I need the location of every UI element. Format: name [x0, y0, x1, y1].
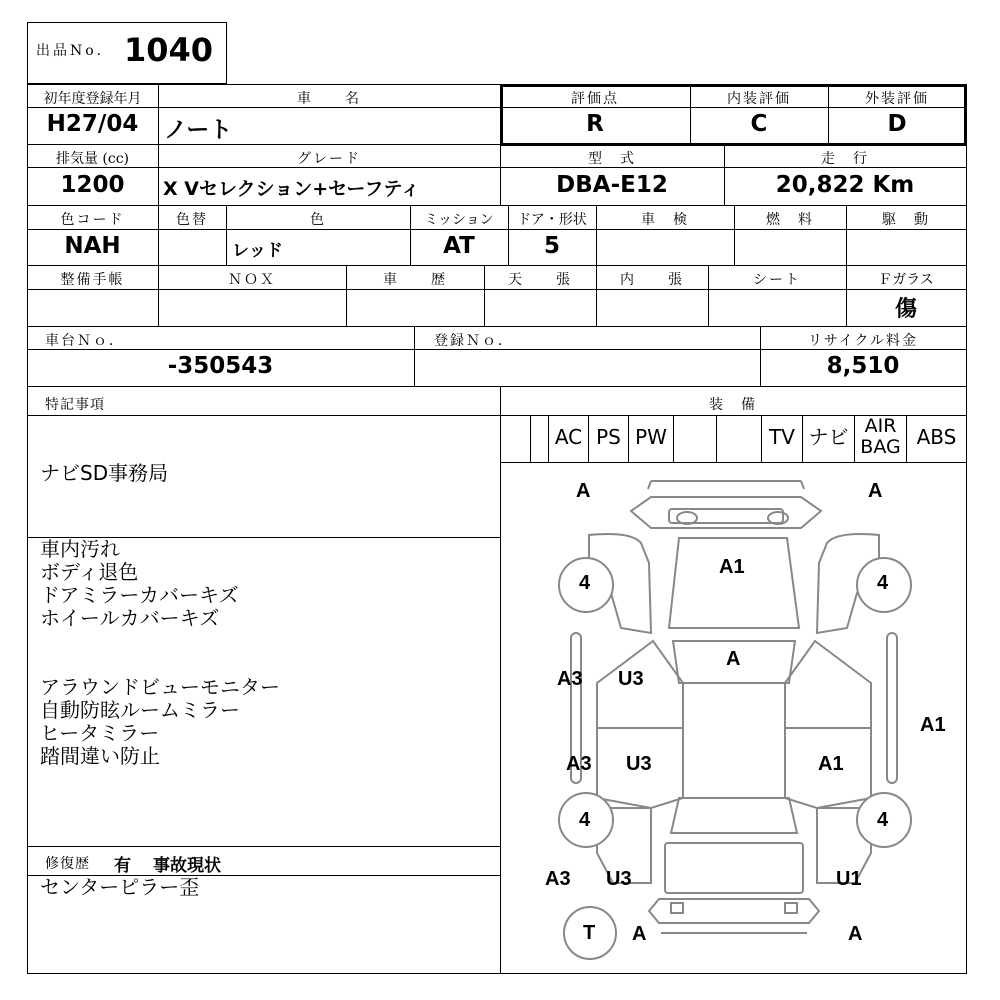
equipment-row	[530, 416, 966, 462]
mark-left-front-door2: U3	[618, 668, 644, 690]
first-reg-value: H27/04	[46, 111, 139, 137]
mission-value: AT	[443, 233, 475, 259]
tire-fl-mark: 4	[579, 572, 591, 594]
label-maintenance: 整備手帳	[60, 272, 125, 288]
label-recolor: 色替	[176, 212, 208, 228]
doors-value: 5	[543, 233, 560, 259]
recycle-value: 8,510	[826, 353, 900, 379]
equip-tv: TV	[769, 425, 795, 449]
mileage-value: 20,822 Km	[775, 172, 915, 198]
note-line: ホイールカバーキズ	[40, 606, 220, 630]
lot-number: 1040	[124, 31, 214, 69]
label-inspection: 車 検	[641, 212, 689, 228]
spare-mark: T	[583, 922, 596, 944]
mark-left-rear2: U3	[606, 868, 632, 890]
label-seat: シート	[753, 272, 801, 288]
label-recycle: リサイクル料金	[807, 333, 919, 349]
label-fuel: 燃 料	[766, 212, 814, 228]
repair-value: 有	[114, 856, 131, 876]
label-ceiling: 天 張	[508, 272, 572, 288]
car-name-value: ノート	[164, 117, 233, 143]
color-code-value: NAH	[64, 233, 121, 259]
label-car-name: 車 名	[297, 91, 361, 107]
label-repair: 修復歴	[45, 856, 90, 872]
fglass-value: 傷	[894, 297, 917, 322]
repair-detail: センターピラー歪	[40, 875, 200, 899]
label-color: 色	[310, 212, 326, 228]
label-displacement: 排気量 (cc)	[55, 151, 130, 167]
lot-box	[27, 22, 227, 84]
note-line1: ナビSD事務局	[40, 461, 169, 485]
grade-value: X Vセレクション+セーフティ	[163, 178, 420, 200]
label-model: 型 式	[588, 151, 636, 167]
repair-status: 事故現状	[153, 856, 221, 876]
mark-front-right: A	[868, 480, 883, 502]
note-line: 自動防眩ルームミラー	[40, 698, 240, 722]
chassis-value: -350543	[167, 353, 274, 379]
label-fglass: Ｆガラス	[878, 272, 934, 288]
label-registration: 登録Ｎｏ．	[434, 333, 514, 349]
note-line: アラウンドビューモニター	[40, 675, 280, 699]
exterior-value: D	[887, 111, 907, 137]
color-value: レッド	[232, 241, 283, 261]
lot-label: 出品No．	[36, 43, 114, 59]
note-line: 踏間違い防止	[40, 744, 160, 768]
note-line: ヒータミラー	[40, 721, 160, 745]
label-interior: 内装評価	[727, 91, 791, 107]
note-line: 車内汚れ	[40, 537, 120, 561]
mark-rear-right: A	[848, 923, 863, 945]
note-line: ドアミラーカバーキズ	[40, 583, 239, 607]
displacement-value: 1200	[60, 172, 125, 198]
tire-rl-mark: 4	[579, 809, 591, 831]
note-block3	[40, 676, 280, 768]
note-line: ボディ退色	[40, 560, 139, 584]
mark-right-rear-door: A1	[818, 753, 844, 775]
label-drive: 駆 動	[882, 212, 930, 228]
equip-navi: ナビ	[808, 425, 849, 449]
label-doors: ドア・形状	[517, 212, 587, 228]
equip-pw: PW	[635, 425, 667, 449]
mark-left-rear: A3	[545, 868, 571, 890]
model-value: DBA-E12	[556, 172, 668, 198]
interior-value: C	[750, 111, 768, 137]
label-first-reg: 初年度登録年月	[43, 91, 142, 107]
label-score: 評価点	[571, 91, 619, 107]
mark-right-rear: U1	[836, 868, 862, 890]
equip-ac: AC	[554, 425, 583, 449]
mark-right-side: A1	[920, 714, 946, 736]
equip-airbag: AIR BAG	[860, 415, 901, 458]
label-interior-trim: 内 張	[620, 272, 684, 288]
mark-left-rear-door: A3	[566, 753, 592, 775]
label-history: 車 歴	[383, 272, 447, 288]
equip-abs: ABS	[916, 425, 957, 449]
label-chassis: 車台Ｎｏ．	[45, 333, 125, 349]
label-notes: 特記事項	[45, 397, 105, 413]
label-nox: ＮＯＸ	[228, 272, 276, 288]
note-block2	[40, 538, 239, 630]
equip-ps: PS	[596, 425, 621, 449]
mark-hood: A1	[719, 556, 745, 578]
tire-rr-mark: 4	[877, 809, 889, 831]
label-equipment: 装 備	[709, 397, 757, 413]
mark-left-rear-door2: U3	[626, 753, 652, 775]
mark-roof: A	[726, 648, 741, 670]
score-value: R	[586, 111, 604, 137]
car-diagram	[501, 463, 966, 973]
tire-fr-mark: 4	[877, 572, 889, 594]
label-mileage: 走 行	[821, 151, 869, 167]
mark-front-left: A	[576, 480, 591, 502]
label-mission: ミッション	[424, 212, 494, 228]
label-exterior: 外装評価	[865, 91, 929, 107]
mark-rear-left: A	[632, 923, 647, 945]
mark-left-front-door: A3	[557, 668, 583, 690]
label-grade: グレード	[297, 151, 361, 167]
label-color-code: 色コード	[60, 212, 125, 228]
